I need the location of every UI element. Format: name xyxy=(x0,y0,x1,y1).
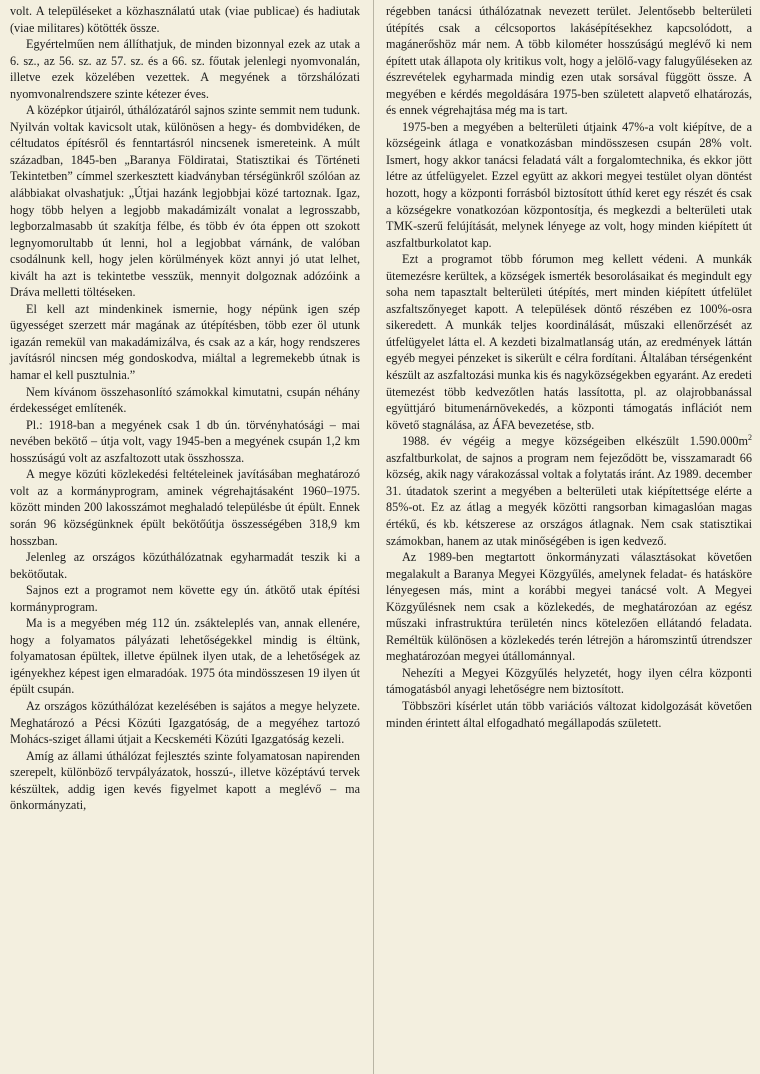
superscript: 2 xyxy=(748,433,752,443)
paragraph-text: 1988. év végéig a megye községeiben elkészült 1.590.000m xyxy=(402,434,748,449)
paragraph: Egyértelműen nem állíthatjuk, de minden bizonnyal ezek az utak a 6. sz., az 56. sz. az 57. sz. és a 66. sz. főutak jelenlegi nyomvonalán, illetve ezek közelében vezettek. A megyének a törzshálózati nyomvonalrendszere szinte kétezer éves. xyxy=(10,37,360,101)
paragraph: régebben tanácsi úthálózatnak nevezett terület. Jelentősebb belterületi útépítés csak a célcsoportos lakásépítésekhez kapcsolódott, a magánerőshöz már nem. A több kilométer hosszúságú meglévő ki nem épített utak állapota oly kritikus volt, hogy a jelölő-vagy falugyűléseken az észrevételek egyharmada mindig ezen utak sorsával függött össze. A megyében e kérdés megoldására 1975-ben született alapvető elhatározás, és ennek végrehajtása még ma is tart. xyxy=(386,4,752,118)
paragraph: Pl.: 1918-ban a megyének csak 1 db ún. törvényhatósági – mai nevében bekötő – útja volt, vagy 1945-ben a megyének csupán 1,2 km hosszúságú volt az aszfaltozott utak összhossza. xyxy=(10,417,360,465)
paragraph: Ma is a megyében még 112 ún. zsákteleplés van, annak ellenére, hogy a folyamatos pályázati lehetőségekkel mindig is éltünk, folyamatosan épültek, illetve épülnek ilyen utak, de a lehetőségek az igényekhez képest igen elmaradóak. 1975 óta mindösszesen 19 ilyen út épült csupán. xyxy=(10,616,360,697)
paragraph: El kell azt mindenkinek ismernie, hogy népünk igen szép ügyességet szerzett már magának az útépítésben, több ezer öl utunk igazán remekül van makadámizálva, és csak az a kár, hogy rendszeres javításról nincsen még gondoskodva, miáltal a legremekebb útnak is hamar el kell pusztulnia.” xyxy=(10,301,360,383)
paragraph: Sajnos ezt a programot nem követte egy ún. átkötő utak építési kormányprogram. xyxy=(10,583,360,614)
paragraph: Nehezíti a Megyei Közgyűlés helyzetét, hogy ilyen célra központi támogatásból anyagi lehetőségre nem biztosított. xyxy=(386,665,752,697)
paragraph-text-continued: aszfaltburkolat, de sajnos a program nem fejeződött be, visszamaradt 66 község, akik nagy várakozással voltak a folytatás iránt. Az 1989. december 31. útadatok szerint a megyében a belterületi utak kiépítettsége elérte a 85%-ot. Ez az átlag a megyék közötti rangsorban kimagaslóan magas értékű, és kb. kétszerese az országos átlagnak. Nem csak statisztikai számokban, hanem az utak minőségében is igen kedvező. xyxy=(386,450,752,548)
paragraph: Jelenleg az országos közúthálózatnak egyharmadát teszik ki a bekötőutak. xyxy=(10,550,360,581)
left-text-column xyxy=(10,3,360,814)
paragraph: Többszöri kísérlet után több variációs változat kidolgozását követően minden érintett által elfogadható megállapodás született. xyxy=(386,698,752,730)
paragraph: Nem kívánom összehasonlító számokkal kimutatni, csupán néhány érdekességet említenék. xyxy=(10,384,360,416)
paragraph: volt. A településeket a közhasználatú utak (viae publicae) és hadiutak (viae militares) kötötték össze. xyxy=(10,4,360,35)
paragraph: Ezt a programot több fórumon meg kellett védeni. A munkák ütemezésre kerültek, a községek ismerték besorolásaikat és megindult egy soha nem tapasztalt belterületi útépítés, mert minden kiépített útfelület aszfaltszőnyeget kapott. A települések döntő részében ez 100%-osra sikeredett. A munkák teljes koordinálását, műszaki ellenőrzését az útfelügyelet látta el. A kezdeti bizalmatlanság után, az eredmények láttán egyéb megyei pénzeket is sikerült e célra fordítani. Általában térségenként készült az aszfaltozási munka kis és nagyközségekben egyaránt. Az eredeti ütemezést több kedvezőtlen hatás lassította, pl. az olajrobbanással együttjáró bitumenárnövekedés, a központi támogatás inflációt nem követő stagnálása, az ÁFA bevezetése, stb. xyxy=(386,252,752,432)
paragraph: A megye közúti közlekedési feltételeinek javításában meghatározó volt az a kormányprogram, aminek végrehajtásaként 1960–1975. között minden 200 lakosszámot meghaladó településbe út épült. Ennek során 96 községünknek épült bekötőútja összességében 318,9 km hosszban. xyxy=(10,467,360,548)
paragraph: Az országos közúthálózat kezelésében is sajátos a megye helyzete. Meghatározó a Pécsi Közúti Igazgatóság, de a megyéhez tartozó Mohács-sziget állami útjait a Kecskeméti Közúti Igazgatóság kezeli. xyxy=(10,698,360,747)
paragraph: Amíg az állami úthálózat fejlesztés szinte folyamatosan napirenden szerepelt, különböző tervpályázatok, hosszú-, illetve középtávú tervek készültek, addig igen kevés figyelmet kapott a meglévő – ma önkormányzati, xyxy=(10,748,360,813)
right-text-column xyxy=(386,3,752,731)
paragraph xyxy=(386,433,752,549)
column-gutter xyxy=(373,0,374,1074)
paragraph: A középkor útjairól, úthálózatáról sajnos szinte semmit nem tudunk. Nyilván voltak kavicsolt utak, különösen a hegy- és dombvidéken, de céltudatos építésről és fenntartásról nincsenek ismereteink. A múlt században, 1845-ben „Baranya Földiratai, Statisztikai és Történeti Tekintetben” címmel szerkesztett kiadványban térségünkről szólóan az alábbiakat olvashatjuk: „Útjai hazánk legjobbjai közé tartoznak. Igaz, hogy több helyen a legjobb makadámizált vonalat a legrosszabb, legborzalmasabb út szakítja félbe, és több év óta éppen ott szokott legnyomorultabb út lenni, hol a legjobbat várnánk, de valóban csodálnunk kell, hogy jelen körülmények közt annyi jó utat lelhet, kivált ha azt is tekintetbe vesszük, mennyit dolgoznak adózóink a Dráva melletti töltéseken. xyxy=(10,103,360,300)
paragraph: 1975-ben a megyében a belterületi útjaink 47%-a volt kiépítve, de a községeink átlaga e vonatkozásban mindösszesen csupán 28% volt. Ismert, hogy akkor tanácsi feladatá vált a forgalomtechnika, és ekkor jött létre az útfelügyelet. Ezzel együtt az akkori megyei testület olyan döntést hozott, hogy a központi forrásból biztosított úthíd keret egy részét és csak a községekre vonatkozóan központosítja, és megkezdi a belterületi utak TMK-szerű felújítását, melynek lényege az volt, hogy minden kiépített út aszfaltburkolatot kap. xyxy=(386,119,752,250)
paragraph: Az 1989-ben megtartott önkormányzati választásokat követően megalakult a Baranya Megyei Közgyűlés, amelynek feladat- és hatásköre lényegesen más, mint a korábbi megyei tanácsé volt. A Megyei Közgyűlésnek nem csak a közlekedés, de meghatározóan az egész műszaki infrastruktúra területén nincs kötelezően ellátandó feladata. Reméltük különösen a közlekedés terén létrejön a háromszintű útrendszer meghatározóan megyei útállománnyal. xyxy=(386,550,752,664)
